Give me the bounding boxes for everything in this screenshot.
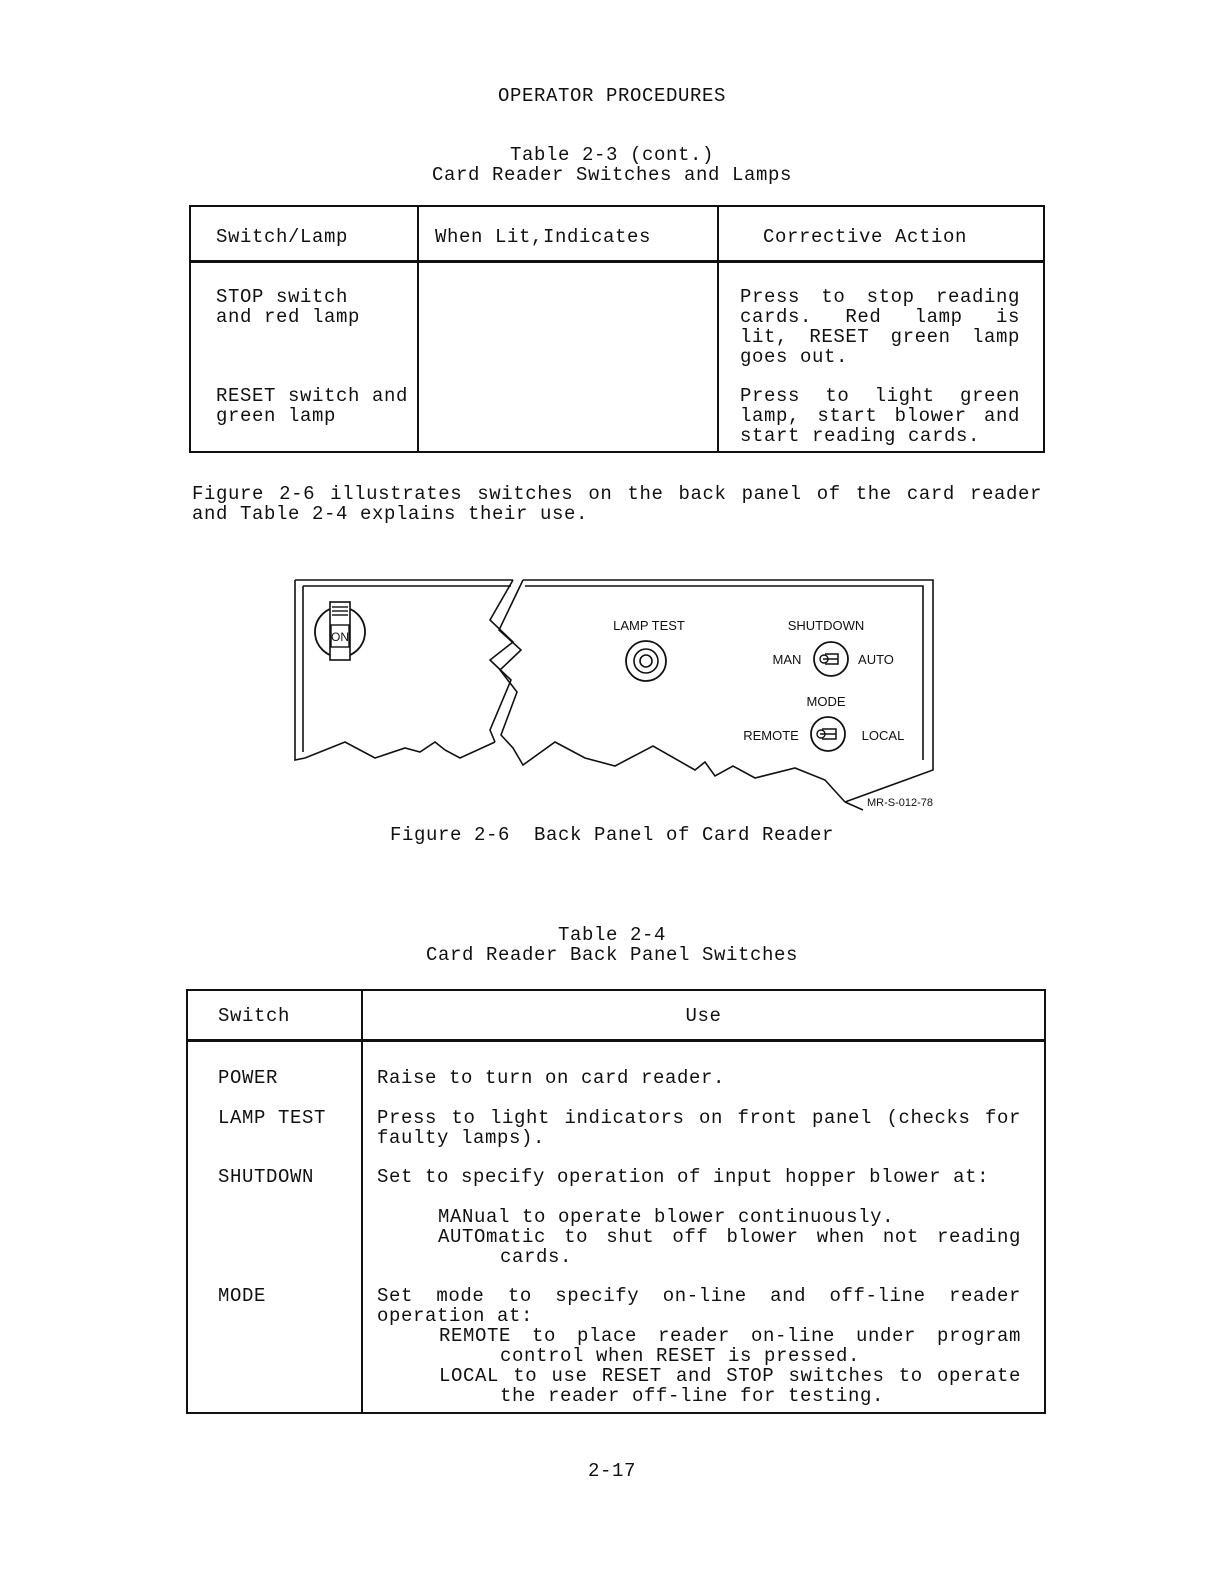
figure-ref-code: MR-S-012-78 [866,797,934,809]
text-line: lit, RESET green lamp [740,325,1020,348]
row-stop-switch [216,287,360,327]
use-shutdown [377,1167,989,1187]
power-on-label: ON [331,630,349,644]
remote-label: REMOTE [743,728,799,743]
shutdown-toggle[interactable] [814,642,848,676]
panel-right-torn-bottom [499,580,845,802]
text-line: STOP switch [216,285,349,308]
row-reset-action [740,386,1020,446]
text-line: cards. [500,1245,573,1268]
mode-toggle[interactable] [811,717,845,751]
header-use: Use [685,1005,722,1027]
table-2-3-caption [0,145,1224,185]
lamp-test-button[interactable] [626,641,666,681]
figure-caption: Figure 2-6 Back Panel of Card Reader [389,824,835,846]
switch-mode: MODE [218,1284,267,1307]
page-title: OPERATOR PROCEDURES [497,85,727,107]
switch-lamp-test: LAMP TEST [218,1106,327,1129]
table-2-4 [186,989,1046,1414]
table-2-4-caption [0,925,1224,965]
auto-label: AUTO [858,652,894,667]
table-2-3-caption-line2: Card Reader Switches and Lamps [431,164,793,186]
table-header-cell [187,990,362,1040]
table-header-cell [190,206,418,261]
table-header-cell [362,990,1045,1040]
table-cell-switch [190,261,418,452]
table-cell-switch-column [187,1040,362,1413]
text-line: lamp, start blower and [740,404,1020,427]
text-line: operation at: [377,1304,534,1327]
text-line: RESET switch and [216,384,409,407]
text-line: goes out. [740,345,849,368]
header-when-lit: When Lit,Indicates [435,226,652,248]
shutdown-label: SHUTDOWN [787,618,865,633]
text-line: and Table 2-4 explains their use. [192,503,589,525]
row-stop-action [740,287,1020,367]
header-switch: Switch [218,1005,291,1027]
use-mode [377,1286,1021,1326]
text-line: start reading cards. [740,424,981,447]
table-header-cell [418,206,718,261]
text-line: faulty lamps). [377,1126,546,1149]
text-line: Raise to turn on card reader. [377,1066,726,1089]
panel-left-fragment-outline [295,580,495,760]
text-line: Set mode to specify on-line and off-line reader [377,1284,1021,1307]
text-line: REMOTE to place reader on-line under program [439,1324,1021,1347]
use-shutdown-options [438,1207,1021,1267]
text-line: AUTOmatic to shut off blower when not reading [438,1225,1021,1248]
table-cell-use-column [362,1040,1045,1413]
text-line: and red lamp [216,305,361,328]
table-header-cell [718,206,1044,261]
man-label: MAN [772,652,802,667]
table-cell-indicates [418,261,718,452]
text-line: MANual to operate blower continuously. [438,1205,895,1228]
table-cell-action [718,261,1044,452]
text-line: Press to light green [740,384,1020,407]
use-mode-options [439,1326,1021,1406]
header-corrective-action: Corrective Action [763,226,968,248]
page-number: 2-17 [587,1460,636,1482]
power-switch[interactable] [315,602,365,660]
text-line: green lamp [216,404,337,427]
table-2-3-caption-line1: Table 2-3 (cont.) [509,144,715,166]
row-reset-switch [216,386,408,426]
text-line: cards. Red lamp is [740,305,1020,328]
mode-label: MODE [806,694,846,709]
use-lamp-test [377,1108,1021,1148]
table-2-4-caption-line1: Table 2-4 [557,924,667,946]
lamp-test-label: LAMP TEST [613,618,685,633]
text-line: the reader off-line for testing. [500,1384,885,1407]
table-2-3 [189,205,1045,453]
switch-power: POWER [218,1066,279,1089]
local-label: LOCAL [861,728,905,743]
header-switch-lamp: Switch/Lamp [216,226,349,248]
intro-paragraph [192,484,1042,524]
text-line: Press to light indicators on front panel (checks for [377,1106,1021,1129]
back-panel-figure [285,570,945,815]
text-line: Press to stop reading [740,285,1020,308]
table-2-4-caption-line2: Card Reader Back Panel Switches [425,944,799,966]
use-power [377,1068,725,1088]
text-line: LOCAL to use RESET and STOP switches to operate [439,1364,1021,1387]
text-line: Set to specify operation of input hopper blower at: [377,1165,990,1188]
text-line: Figure 2-6 illustrates switches on the back panel of the card reader [192,483,1042,505]
text-line: control when RESET is pressed. [500,1344,861,1367]
switch-shutdown: SHUTDOWN [218,1165,315,1188]
